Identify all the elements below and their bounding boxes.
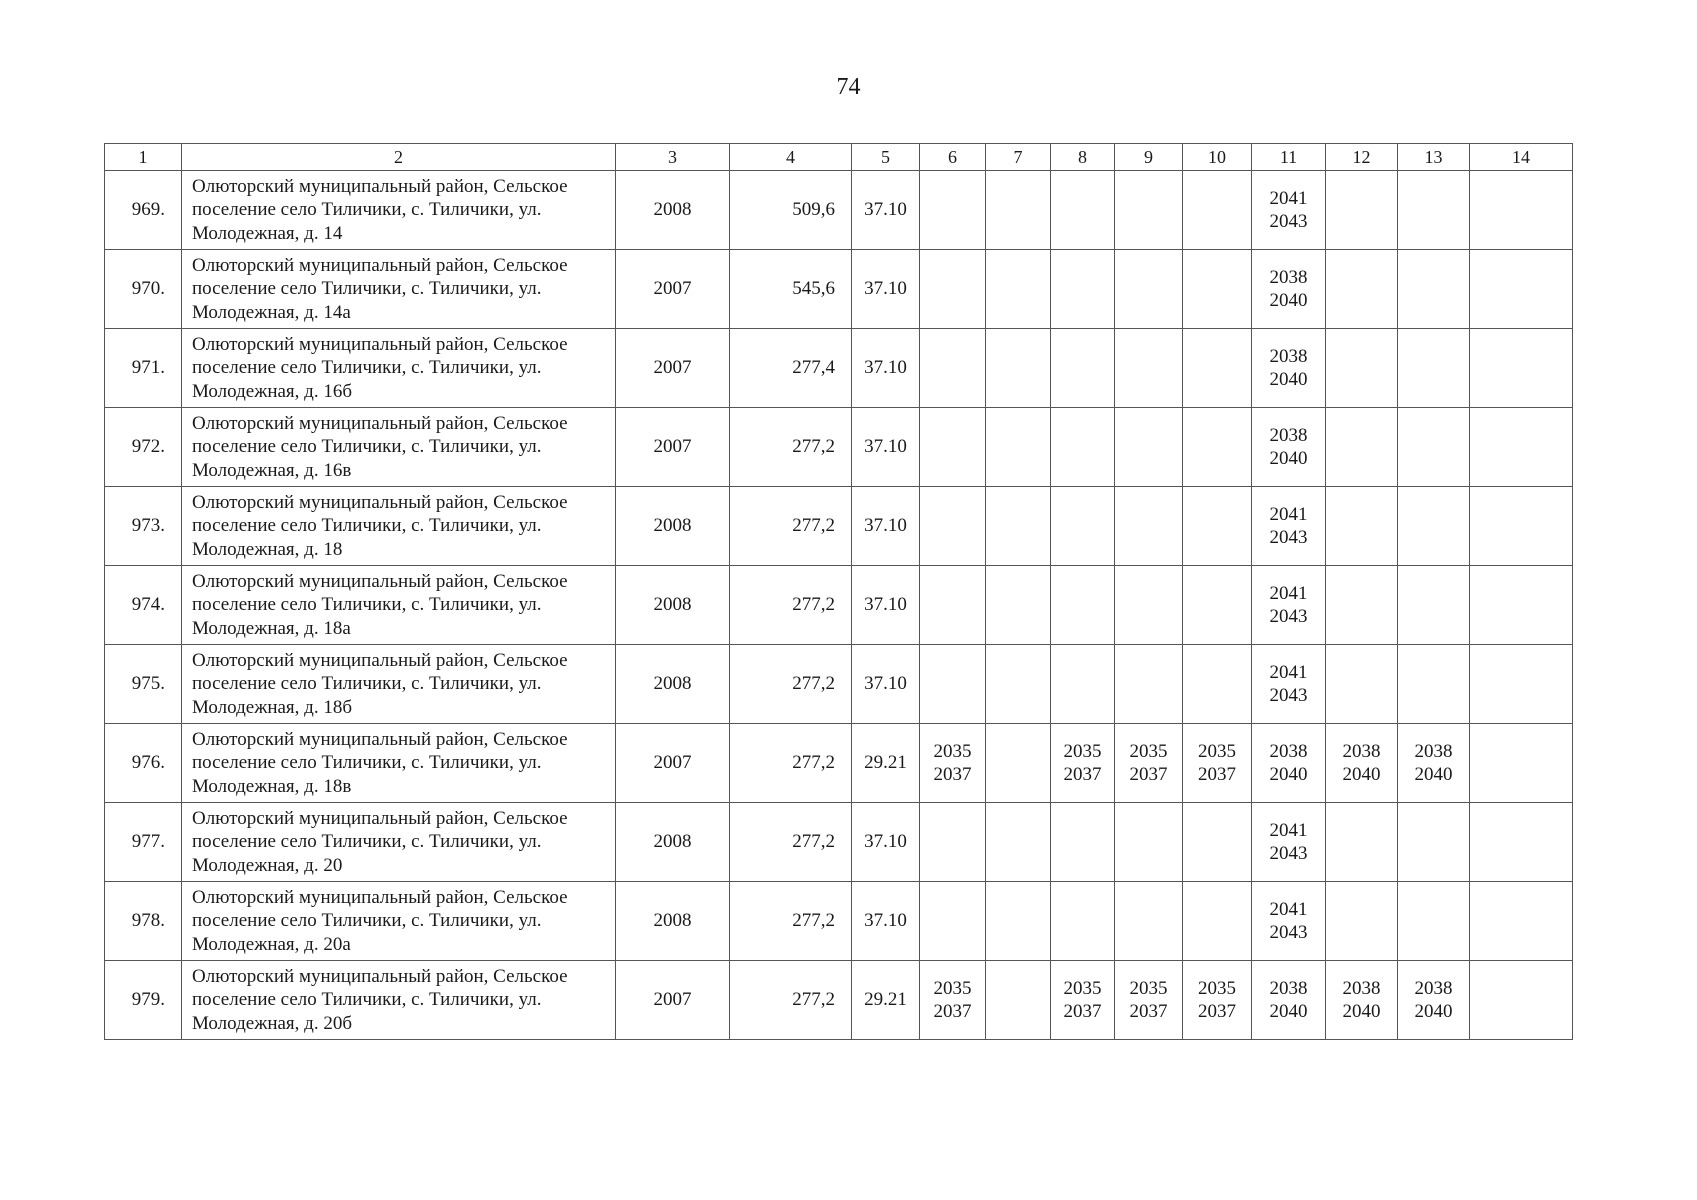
year-value: 2041: [1269, 503, 1308, 525]
col-9-cell: [1115, 171, 1183, 250]
address-cell: Олюторский муниципальный район, Сельское поселение село Тиличики, с. Тиличики, ул. Молодежная, д. 20а: [182, 882, 616, 961]
col-14-cell: [1470, 882, 1573, 961]
year-value: 2037: [1129, 764, 1168, 785]
col-11-cell: [1252, 566, 1326, 645]
col-9-cell: [1115, 487, 1183, 566]
code-cell: 29.21: [852, 961, 920, 1040]
year-value: 2035: [1129, 977, 1168, 999]
year-value: 2038: [1269, 345, 1308, 367]
year-cell: 2007: [616, 724, 730, 803]
col-12-cell: [1326, 408, 1398, 487]
year-cell: 2008: [616, 645, 730, 724]
col-9-cell: [1115, 329, 1183, 408]
col-8-cell: [1051, 566, 1115, 645]
col-7-cell: [986, 171, 1051, 250]
row-number: 977.: [105, 803, 182, 882]
year-cell: 2007: [616, 961, 730, 1040]
table-row: [105, 329, 1573, 408]
row-number: 974.: [105, 566, 182, 645]
table-row: [105, 408, 1573, 487]
column-header: 5: [852, 144, 920, 171]
row-number: 971.: [105, 329, 182, 408]
code-cell: 37.10: [852, 882, 920, 961]
column-header: 13: [1398, 144, 1470, 171]
col-11-cell: [1252, 250, 1326, 329]
column-header: 8: [1051, 144, 1115, 171]
address-cell: Олюторский муниципальный район, Сельское поселение село Тиличики, с. Тиличики, ул. Молодежная, д. 18а: [182, 566, 616, 645]
col-14-cell: [1470, 250, 1573, 329]
col-7-cell: [986, 250, 1051, 329]
housing-schedule-table: [104, 143, 1573, 1040]
col-14-cell: [1470, 566, 1573, 645]
col-12-cell: [1326, 329, 1398, 408]
column-header: 14: [1470, 144, 1573, 171]
row-number: 969.: [105, 171, 182, 250]
col-7-cell: [986, 487, 1051, 566]
address-cell: Олюторский муниципальный район, Сельское поселение село Тиличики, с. Тиличики, ул. Молодежная, д. 14а: [182, 250, 616, 329]
year-value: 2037: [933, 1001, 972, 1022]
year-value: 2038: [1414, 977, 1453, 999]
col-11-cell: [1252, 803, 1326, 882]
col-12-cell: [1326, 171, 1398, 250]
year-cell: 2008: [616, 882, 730, 961]
column-header: 4: [730, 144, 852, 171]
col-8-cell: [1051, 250, 1115, 329]
year-value: 2043: [1269, 922, 1308, 943]
year-value: 2043: [1269, 843, 1308, 864]
column-header: 1: [105, 144, 182, 171]
col-14-cell: [1470, 171, 1573, 250]
col-7-cell: [986, 645, 1051, 724]
col-10-cell: [1183, 803, 1252, 882]
year-cell: 2008: [616, 803, 730, 882]
year-value: 2035: [1198, 740, 1236, 762]
area-cell: 545,6: [730, 250, 852, 329]
col-13-cell: [1398, 487, 1470, 566]
col-12-cell: [1326, 724, 1398, 803]
year-value: 2040: [1269, 448, 1308, 469]
col-9-cell: [1115, 408, 1183, 487]
col-12-cell: [1326, 882, 1398, 961]
year-value: 2040: [1269, 1001, 1308, 1022]
col-12-cell: [1326, 645, 1398, 724]
year-value: 2040: [1269, 290, 1308, 311]
code-cell: 37.10: [852, 408, 920, 487]
year-value: 2035: [1063, 740, 1102, 762]
col-8-cell: [1051, 171, 1115, 250]
year-value: 2043: [1269, 211, 1308, 232]
col-12-cell: [1326, 566, 1398, 645]
col-13-cell: [1398, 408, 1470, 487]
year-value: 2037: [933, 764, 972, 785]
col-14-cell: [1470, 487, 1573, 566]
address-cell: Олюторский муниципальный район, Сельское поселение село Тиличики, с. Тиличики, ул. Молодежная, д. 16б: [182, 329, 616, 408]
year-value: 2035: [1063, 977, 1102, 999]
col-9-cell: [1115, 566, 1183, 645]
col-11-cell: [1252, 171, 1326, 250]
year-value: 2035: [1198, 977, 1236, 999]
year-value: 2040: [1414, 764, 1453, 785]
row-number: 976.: [105, 724, 182, 803]
area-cell: 509,6: [730, 171, 852, 250]
area-cell: 277,2: [730, 882, 852, 961]
col-6-cell: [920, 882, 986, 961]
area-cell: 277,2: [730, 645, 852, 724]
col-10-cell: [1183, 250, 1252, 329]
col-9-cell: [1115, 882, 1183, 961]
code-cell: 37.10: [852, 645, 920, 724]
col-10-cell: [1183, 329, 1252, 408]
code-cell: 37.10: [852, 566, 920, 645]
year-value: 2041: [1269, 187, 1308, 209]
table-row: [105, 566, 1573, 645]
col-8-cell: [1051, 724, 1115, 803]
address-cell: Олюторский муниципальный район, Сельское поселение село Тиличики, с. Тиличики, ул. Молодежная, д. 18: [182, 487, 616, 566]
col-13-cell: [1398, 882, 1470, 961]
year-cell: 2008: [616, 171, 730, 250]
col-6-cell: [920, 250, 986, 329]
col-10-cell: [1183, 566, 1252, 645]
col-13-cell: [1398, 724, 1470, 803]
col-7-cell: [986, 329, 1051, 408]
col-6-cell: [920, 803, 986, 882]
page-number: 74: [836, 74, 861, 100]
address-cell: Олюторский муниципальный район, Сельское поселение село Тиличики, с. Тиличики, ул. Молодежная, д. 20б: [182, 961, 616, 1040]
col-6-cell: [920, 408, 986, 487]
table-row: [105, 724, 1573, 803]
year-value: 2038: [1269, 424, 1308, 446]
year-cell: 2007: [616, 408, 730, 487]
year-value: 2040: [1269, 764, 1308, 785]
col-10-cell: [1183, 724, 1252, 803]
code-cell: 37.10: [852, 803, 920, 882]
col-10-cell: [1183, 645, 1252, 724]
address-cell: Олюторский муниципальный район, Сельское поселение село Тиличики, с. Тиличики, ул. Молодежная, д. 16в: [182, 408, 616, 487]
column-header: 9: [1115, 144, 1183, 171]
col-13-cell: [1398, 329, 1470, 408]
year-value: 2038: [1269, 266, 1308, 288]
col-6-cell: [920, 724, 986, 803]
col-8-cell: [1051, 408, 1115, 487]
year-cell: 2007: [616, 329, 730, 408]
table-row: [105, 961, 1573, 1040]
year-cell: 2008: [616, 487, 730, 566]
col-13-cell: [1398, 250, 1470, 329]
col-11-cell: [1252, 487, 1326, 566]
year-value: 2043: [1269, 606, 1308, 627]
code-cell: 37.10: [852, 250, 920, 329]
year-value: 2037: [1129, 1001, 1168, 1022]
col-8-cell: [1051, 803, 1115, 882]
col-10-cell: [1183, 961, 1252, 1040]
col-6-cell: [920, 961, 986, 1040]
col-9-cell: [1115, 250, 1183, 329]
column-header: 6: [920, 144, 986, 171]
year-value: 2038: [1342, 977, 1381, 999]
year-value: 2035: [933, 977, 972, 999]
year-value: 2035: [1129, 740, 1168, 762]
col-11-cell: [1252, 329, 1326, 408]
col-11-cell: [1252, 961, 1326, 1040]
area-cell: 277,2: [730, 566, 852, 645]
col-13-cell: [1398, 566, 1470, 645]
col-7-cell: [986, 566, 1051, 645]
area-cell: 277,2: [730, 961, 852, 1040]
col-6-cell: [920, 645, 986, 724]
area-cell: 277,2: [730, 803, 852, 882]
row-number: 978.: [105, 882, 182, 961]
col-13-cell: [1398, 645, 1470, 724]
col-10-cell: [1183, 487, 1252, 566]
row-number: 973.: [105, 487, 182, 566]
year-value: 2043: [1269, 527, 1308, 548]
year-value: 2038: [1269, 977, 1308, 999]
column-header: 12: [1326, 144, 1398, 171]
col-9-cell: [1115, 724, 1183, 803]
year-value: 2040: [1342, 1001, 1381, 1022]
year-value: 2035: [933, 740, 972, 762]
col-14-cell: [1470, 961, 1573, 1040]
year-value: 2041: [1269, 661, 1308, 683]
area-cell: 277,2: [730, 724, 852, 803]
area-cell: 277,2: [730, 487, 852, 566]
col-9-cell: [1115, 645, 1183, 724]
col-14-cell: [1470, 803, 1573, 882]
col-12-cell: [1326, 961, 1398, 1040]
col-11-cell: [1252, 645, 1326, 724]
year-value: 2038: [1269, 740, 1308, 762]
col-11-cell: [1252, 408, 1326, 487]
col-13-cell: [1398, 171, 1470, 250]
year-value: 2041: [1269, 582, 1308, 604]
year-cell: 2007: [616, 250, 730, 329]
col-9-cell: [1115, 961, 1183, 1040]
col-7-cell: [986, 882, 1051, 961]
table-row: [105, 882, 1573, 961]
address-cell: Олюторский муниципальный район, Сельское поселение село Тиличики, с. Тиличики, ул. Молодежная, д. 18в: [182, 724, 616, 803]
column-header: 11: [1252, 144, 1326, 171]
col-8-cell: [1051, 645, 1115, 724]
year-value: 2037: [1063, 764, 1102, 785]
year-value: 2041: [1269, 898, 1308, 920]
col-10-cell: [1183, 171, 1252, 250]
col-7-cell: [986, 803, 1051, 882]
year-value: 2040: [1269, 369, 1308, 390]
col-13-cell: [1398, 961, 1470, 1040]
column-header: 3: [616, 144, 730, 171]
col-10-cell: [1183, 882, 1252, 961]
table-row: [105, 803, 1573, 882]
row-number: 970.: [105, 250, 182, 329]
row-number: 979.: [105, 961, 182, 1040]
col-11-cell: [1252, 724, 1326, 803]
year-value: 2037: [1063, 1001, 1102, 1022]
address-cell: Олюторский муниципальный район, Сельское поселение село Тиличики, с. Тиличики, ул. Молодежная, д. 18б: [182, 645, 616, 724]
column-number-header-row: [105, 144, 1573, 171]
col-11-cell: [1252, 882, 1326, 961]
col-14-cell: [1470, 724, 1573, 803]
year-cell: 2008: [616, 566, 730, 645]
table-body: [105, 144, 1573, 1040]
col-14-cell: [1470, 645, 1573, 724]
table-row: [105, 487, 1573, 566]
year-value: 2043: [1269, 685, 1308, 706]
year-value: 2037: [1198, 764, 1236, 785]
column-header: 10: [1183, 144, 1252, 171]
table-row: [105, 171, 1573, 250]
code-cell: 29.21: [852, 724, 920, 803]
col-8-cell: [1051, 487, 1115, 566]
col-12-cell: [1326, 487, 1398, 566]
col-14-cell: [1470, 329, 1573, 408]
col-7-cell: [986, 961, 1051, 1040]
year-value: 2041: [1269, 819, 1308, 841]
col-12-cell: [1326, 803, 1398, 882]
col-8-cell: [1051, 329, 1115, 408]
col-12-cell: [1326, 250, 1398, 329]
col-9-cell: [1115, 803, 1183, 882]
area-cell: 277,4: [730, 329, 852, 408]
col-7-cell: [986, 408, 1051, 487]
col-14-cell: [1470, 408, 1573, 487]
col-6-cell: [920, 329, 986, 408]
col-10-cell: [1183, 408, 1252, 487]
col-6-cell: [920, 171, 986, 250]
col-8-cell: [1051, 961, 1115, 1040]
year-value: 2038: [1414, 740, 1453, 762]
code-cell: 37.10: [852, 329, 920, 408]
row-number: 975.: [105, 645, 182, 724]
year-value: 2038: [1342, 740, 1381, 762]
col-13-cell: [1398, 803, 1470, 882]
code-cell: 37.10: [852, 487, 920, 566]
year-value: 2040: [1342, 764, 1381, 785]
table-row: [105, 645, 1573, 724]
column-header: 7: [986, 144, 1051, 171]
address-cell: Олюторский муниципальный район, Сельское поселение село Тиличики, с. Тиличики, ул. Молодежная, д. 20: [182, 803, 616, 882]
col-8-cell: [1051, 882, 1115, 961]
address-cell: Олюторский муниципальный район, Сельское поселение село Тиличики, с. Тиличики, ул. Молодежная, д. 14: [182, 171, 616, 250]
code-cell: 37.10: [852, 171, 920, 250]
column-header: 2: [182, 144, 616, 171]
table-row: [105, 250, 1573, 329]
col-7-cell: [986, 724, 1051, 803]
col-6-cell: [920, 487, 986, 566]
year-value: 2040: [1414, 1001, 1453, 1022]
area-cell: 277,2: [730, 408, 852, 487]
year-value: 2037: [1198, 1001, 1236, 1022]
col-6-cell: [920, 566, 986, 645]
row-number: 972.: [105, 408, 182, 487]
